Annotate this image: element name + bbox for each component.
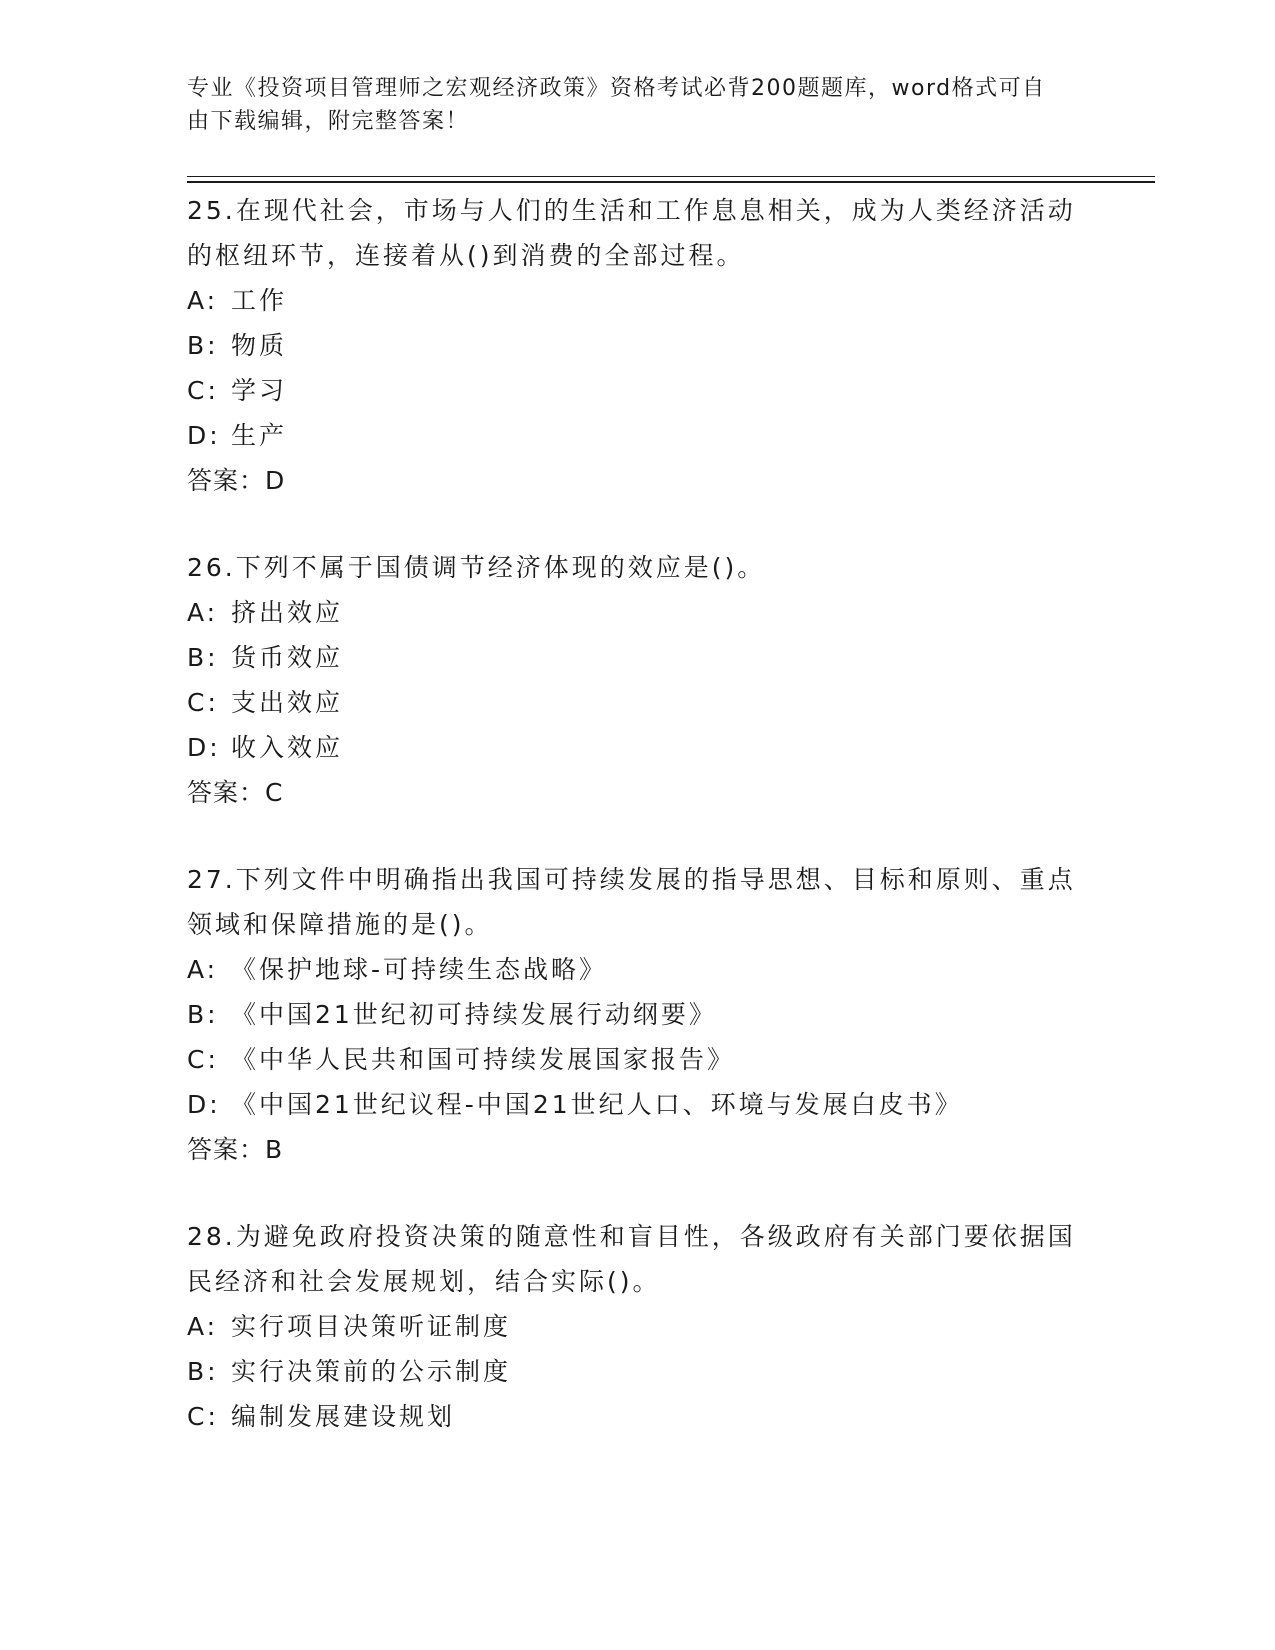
question-list xyxy=(187,188,1087,1481)
option-b xyxy=(187,1349,1087,1394)
question-27 xyxy=(187,857,1087,1172)
option-text: 编制发展建设规划 xyxy=(231,1402,456,1431)
option-c xyxy=(187,368,1087,413)
option-text: 实行决策前的公示制度 xyxy=(231,1357,512,1386)
option-text: 《中国21世纪初可持续发展行动纲要》 xyxy=(231,1000,717,1029)
option-letter: A: xyxy=(187,955,219,984)
option-letter: C: xyxy=(187,376,219,405)
option-letter: B: xyxy=(187,1357,219,1386)
option-a xyxy=(187,590,1087,635)
option-b xyxy=(187,323,1087,368)
option-text: 货币效应 xyxy=(231,643,344,672)
option-letter: B: xyxy=(187,331,219,360)
document-header: 专业《投资项目管理师之宏观经济政策》资格考试必背200题题库，word格式可自由下载编辑，附完整答案！ xyxy=(187,76,1046,134)
question-stem: 25.在现代社会，市场与人们的生活和工作息息相关，成为人类经济活动的枢纽环节，连接着从()到消费的全部过程。 xyxy=(187,196,1076,270)
question-25 xyxy=(187,188,1087,503)
option-letter: B: xyxy=(187,1000,219,1029)
question-28 xyxy=(187,1214,1087,1439)
option-c xyxy=(187,1037,1087,1082)
option-text: 物质 xyxy=(231,331,288,360)
answer-line: 答案：C xyxy=(187,778,284,807)
option-text: 实行项目决策听证制度 xyxy=(231,1312,512,1341)
option-letter: A: xyxy=(187,1312,219,1341)
option-text: 收入效应 xyxy=(231,733,344,762)
option-b xyxy=(187,992,1087,1037)
option-a xyxy=(187,278,1087,323)
option-letter: D: xyxy=(187,1090,221,1119)
option-text: 挤出效应 xyxy=(231,598,344,627)
option-letter: C: xyxy=(187,688,219,717)
question-stem: 27.下列文件中明确指出我国可持续发展的指导思想、目标和原则、重点领域和保障措施的是()。 xyxy=(187,865,1076,939)
header-divider xyxy=(187,176,1155,177)
question-stem: 28.为避免政府投资决策的随意性和盲目性，各级政府有关部门要依据国民经济和社会发展规划，结合实际()。 xyxy=(187,1222,1076,1296)
option-d xyxy=(187,725,1087,770)
option-c xyxy=(187,680,1087,725)
option-text: 《中国21世纪议程-中国21世纪人口、环境与发展白皮书》 xyxy=(231,1090,963,1119)
answer-line: 答案：D xyxy=(187,466,286,495)
option-c xyxy=(187,1394,1087,1439)
option-letter: D: xyxy=(187,421,221,450)
option-text: 《保护地球-可持续生态战略》 xyxy=(231,955,608,984)
option-text: 工作 xyxy=(231,286,288,315)
option-d xyxy=(187,1082,1087,1127)
question-stem: 26.下列不属于国债调节经济体现的效应是()。 xyxy=(187,553,766,582)
option-b xyxy=(187,635,1087,680)
option-text: 生产 xyxy=(231,421,288,450)
option-letter: C: xyxy=(187,1402,219,1431)
option-text: 学习 xyxy=(231,376,288,405)
option-letter: D: xyxy=(187,733,221,762)
header-divider-thick xyxy=(187,181,1155,183)
answer-line: 答案：B xyxy=(187,1135,284,1164)
option-d xyxy=(187,413,1087,458)
option-letter: A: xyxy=(187,598,219,627)
option-letter: C: xyxy=(187,1045,219,1074)
option-letter: A: xyxy=(187,286,219,315)
option-letter: B: xyxy=(187,643,219,672)
question-26 xyxy=(187,545,1087,815)
option-a xyxy=(187,1304,1087,1349)
option-a xyxy=(187,947,1087,992)
option-text: 支出效应 xyxy=(231,688,344,717)
option-text: 《中华人民共和国可持续发展国家报告》 xyxy=(231,1045,736,1074)
